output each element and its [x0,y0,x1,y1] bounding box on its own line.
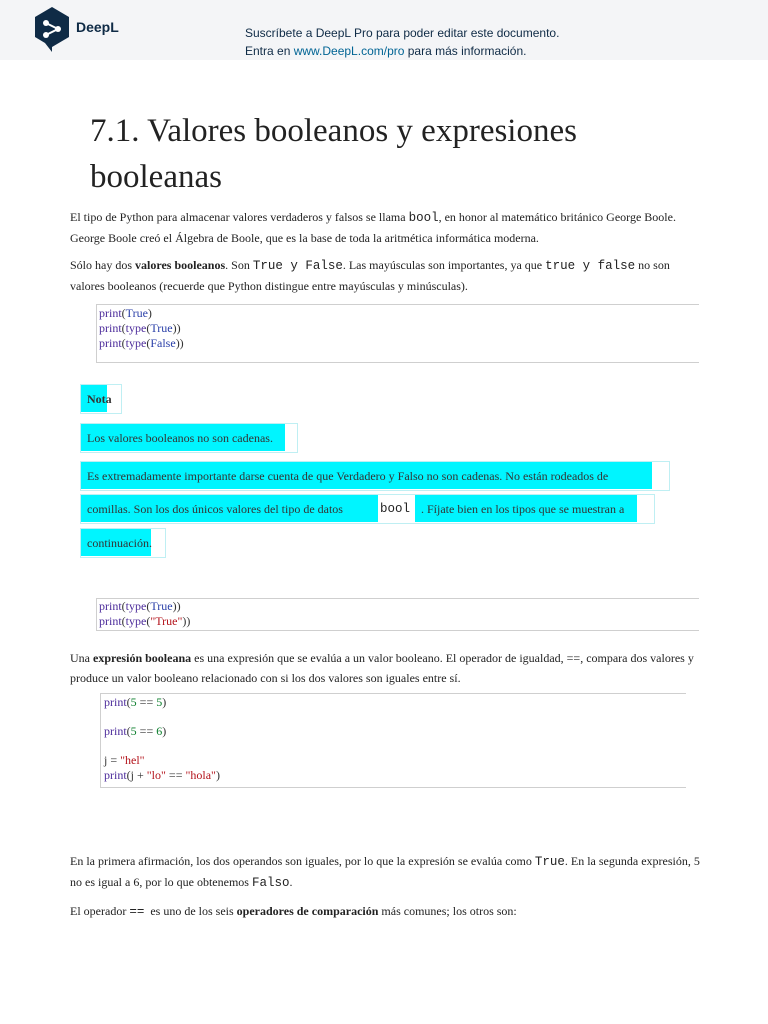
page-title-line1: 7.1. Valores booleanos y expresiones [90,113,577,149]
code2-l1-fn: print [99,599,122,613]
banner-line2 [245,44,526,58]
code1-l1-fn: print [99,306,122,320]
p1-code-bool: bool [408,211,439,225]
code3-l4-mid: (j + [126,768,147,782]
code1-line1: print(True) [99,306,152,320]
code1-l2-fn2: type [125,321,147,335]
code3-l4-s2: "hola" [185,768,216,782]
note-line2-text: Es extremadamente importante darse cuenta de que Verdadero y Falso no son cadenas. No están rodeados de [87,469,609,483]
note-line4-text: continuación. [87,536,152,550]
code2-l2-fn: print [99,614,122,628]
code-block-1 [96,304,699,363]
p5-bold: operadores de comparación [236,904,379,918]
p2-code1: True y False [252,259,343,273]
code2-line1: print(type(True)) [99,599,181,613]
code3-l2-a: 5 [130,724,137,738]
code3-l2-op: == [136,724,157,738]
code3-blank1 [104,710,686,724]
code1-l2-arg: True [150,321,173,335]
code1-l1-arg: True [125,306,148,320]
note-line3b [415,495,637,522]
p4-text2: . En la segunda expresión, 5 no es igual a 6, por lo que obtenemos [70,854,700,889]
banner-line1: Suscríbete a DeepL Pro para poder editar este documento. [245,26,560,40]
code2-line2: print(type("True")) [99,614,191,628]
deepl-logo-icon [33,6,71,52]
code3-l2-b: 6 [156,724,163,738]
p2-text4: no son valores booleanos (recuerde que Python distingue entre mayúsculas y minúsculas). [70,258,670,293]
code3-l2-fn: print [104,724,127,738]
p4-text3: . [289,875,293,889]
code1-line2: print(type(True)) [99,321,181,335]
code3-line4 [104,768,686,783]
code3-l4-fn: print [104,768,127,782]
page-title [90,108,710,200]
note-line1-text: Los valores booleanos no son cadenas. [87,431,273,445]
note-line3a [81,495,378,522]
paragraph-boolean-expression [70,648,700,688]
code2-l1-fn2: type [125,599,147,613]
p2-text1: Sólo hay dos [70,258,136,272]
code3-l3-var: j = [104,753,121,767]
note-line4 [81,529,151,556]
code-block-3 [100,693,686,788]
paragraph-evaluation [70,851,700,893]
code3-blank2 [104,739,686,753]
p2-text2: . Son [225,258,253,272]
p4-code1: True [534,855,565,869]
paragraph-bool-values [70,255,700,296]
code1-line3: print(type(False)) [99,336,184,350]
note-title-text: Nota [87,392,112,406]
deepl-logo-text: DeepL [76,19,119,35]
p2-code2: true y false [545,259,636,273]
p2-text3: . Las mayúsculas son importantes, ya que [342,258,546,272]
p5-code: == [129,905,145,919]
code3-l4-end: ) [215,768,220,782]
p1-text2: , en honor al matemático británico George Boole. George Boole creó el Álgebra de Boole, que es la base de toda la aritmética informática moderna. [70,210,676,245]
p4-text1: En la primera afirmación, los dos operandos son iguales, por lo que la expresión se evalúa como [70,854,535,868]
p5-text1: El operador [70,904,130,918]
paragraph-bool-intro [70,207,700,248]
code3-line2: print(5 == 6) [104,724,167,738]
p3-text1: Una [70,651,93,665]
note-line3-code-bool: bool [380,502,411,516]
code3-l1-fn: print [104,695,127,709]
code3-l1-a: 5 [130,695,137,709]
code3-line1: print(5 == 5) [104,695,167,709]
p1-text1: El tipo de Python para almacenar valores verdaderos y falsos se llama [70,210,409,224]
note-line2 [81,462,652,489]
code1-l3-arg: False [150,336,176,350]
p5-text2: es uno de los seis [144,904,237,918]
code-block-2 [96,598,699,631]
deepl-banner [0,0,768,60]
code3-l4-op: == [165,768,186,782]
banner-line2-suffix: para más información. [404,44,527,58]
code2-l1-arg: True [150,599,173,613]
code3-l3-str: "hel" [120,753,145,767]
code3-l4-s1: "lo" [146,768,166,782]
p3-text2: es una expresión que se evalúa a un valor booleano. El operador de igualdad, ==, compara dos valores y produce un valor booleano relacionado con si los dos valores son iguales entre sí. [70,651,694,685]
code1-l3-fn: print [99,336,122,350]
code3-line3 [104,753,686,768]
p5-text3: más comunes; los otros son: [378,904,517,918]
code1-l3-fn2: type [125,336,147,350]
note-line1 [81,424,285,451]
code2-l2-arg: "True" [150,614,183,628]
code1-l2-fn: print [99,321,122,335]
p2-bold: valores booleanos [135,258,226,272]
p3-bold: expresión booleana [93,651,192,665]
note-line3a-text: comillas. Son los dos únicos valores del tipo de datos [87,502,343,516]
note-line3b-text: . Fíjate bien en los tipos que se muestran a [421,502,625,516]
code2-l2-fn2: type [125,614,147,628]
banner-line2-prefix: Entra en [245,44,294,58]
paragraph-comparison-operators [70,901,700,922]
page-title-line2: booleanas [90,159,222,195]
code3-l1-b: 5 [156,695,163,709]
code3-l1-op: == [136,695,157,709]
note-title [81,385,112,412]
deepl-pro-link[interactable]: www.DeepL.com/pro [293,44,405,58]
p4-code2: Falso [251,876,290,890]
